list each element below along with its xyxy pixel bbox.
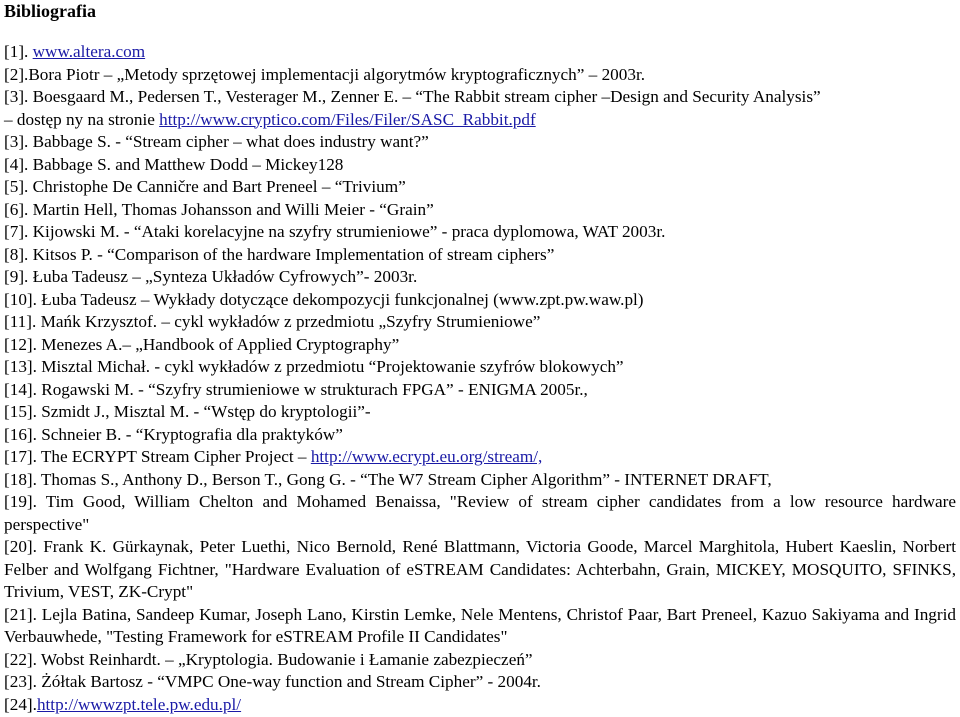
reference-text: [3]. Boesgaard M., Pedersen T., Vesterager M., Zenner E. – “The Rabbit stream cipher –Design and Security Analysis” xyxy=(4,87,821,106)
reference-item xyxy=(4,131,956,154)
reference-item xyxy=(4,41,956,64)
reference-text: – dostęp ny na stronie xyxy=(4,109,160,129)
reference-link[interactable]: http://www.ecrypt.eu.org/stream/, xyxy=(310,447,543,466)
reference-text: [22]. Wobst Reinhardt. – „Kryptologia. Budowanie i Łamanie zabezpieczeń” xyxy=(4,649,533,669)
reference-text: [7]. Kijowski M. - “Ataki korelacyjne na szyfry strumieniowe” - praca dyplomowa, WAT 2003r. xyxy=(4,222,666,241)
page-title: Bibliografia xyxy=(4,1,97,21)
reference-link[interactable]: http://wwwzpt.tele.pw.edu.pl/ xyxy=(36,694,242,714)
reference-item xyxy=(4,64,956,87)
reference-item xyxy=(4,244,956,267)
reference-item xyxy=(4,424,956,447)
reference-text: [8]. Kitsos P. - “Comparison of the hardware Implementation of stream ciphers” xyxy=(4,244,555,264)
reference-item xyxy=(4,536,956,604)
reference-text: [5]. Christophe De Canničre and Bart Preneel – “Trivium” xyxy=(4,177,406,196)
reference-item xyxy=(4,109,956,132)
reference-text: [14]. Rogawski M. - “Szyfry strumieniowe w strukturach FPGA” - ENIGMA 2005r., xyxy=(4,379,588,399)
reference-text: [18]. Thomas S., Anthony D., Berson T., Gong G. - “The W7 Stream Cipher Algorithm” - INTERNET DRAFT, xyxy=(4,469,772,489)
reference-text: [4]. Babbage S. and Matthew Dodd – Mickey128 xyxy=(4,154,344,174)
reference-text: [2].Bora Piotr – „Metody sprzętowej implementacji algorytmów kryptograficznych” – 2003r. xyxy=(4,64,646,84)
reference-item xyxy=(4,379,956,402)
reference-item xyxy=(4,604,956,649)
reference-item xyxy=(4,356,956,379)
reference-item xyxy=(4,154,956,177)
reference-text: [3]. Babbage S. - “Stream cipher – what does industry want?” xyxy=(4,132,429,151)
reference-list xyxy=(4,41,956,716)
reference-item xyxy=(4,289,956,312)
reference-item xyxy=(4,266,956,289)
reference-item xyxy=(4,221,956,244)
reference-text: [20]. Frank K. Gürkaynak, Peter Luethi, Nico Bernold, René Blattmann, Victoria Goode, Marcel Marghitola, Hubert Kaeslin, Norbert Felber and Wolfgang Fichtner, "Hardware Evaluation of eSTREAM Candidates: Achterbahn, Grain, MICKEY, MOSQUITO, SFINKS, Trivium, VEST, ZK-Crypt" xyxy=(4,537,956,601)
reference-text: [16]. Schneier B. - “Kryptografia dla praktyków” xyxy=(4,424,343,444)
reference-item xyxy=(4,334,956,357)
reference-item xyxy=(4,311,956,334)
reference-text: [6]. Martin Hell, Thomas Johansson and Willi Meier - “Grain” xyxy=(4,199,434,219)
reference-text: [17]. The ECRYPT Stream Cipher Project – xyxy=(4,447,311,466)
reference-text: [21]. Lejla Batina, Sandeep Kumar, Joseph Lano, Kirstin Lemke, Nele Mentens, Christof Paar, Bart Preneel, Kazuo Sakiyama and Ingrid Verbauwhede, "Testing Framework for eSTREAM Profile II Candidates" xyxy=(4,604,956,646)
reference-item xyxy=(4,446,956,469)
reference-text: [11]. Mańk Krzysztof. – cykl wykładów z przedmiotu „Szyfry Strumieniowe” xyxy=(4,312,541,331)
reference-item xyxy=(4,86,956,109)
reference-text: [12]. Menezes A.– „Handbook of Applied Cryptography” xyxy=(4,334,400,354)
reference-text: [9]. Łuba Tadeusz – „Synteza Układów Cyfrowych”- 2003r. xyxy=(4,267,418,286)
reference-link[interactable]: http://www.cryptico.com/Files/Filer/SASC_Rabbit.pdf xyxy=(159,109,536,129)
reference-item xyxy=(4,491,956,536)
reference-text: [10]. Łuba Tadeusz – Wykłady dotyczące dekompozycji funkcjonalnej (www.zpt.pw.waw.pl) xyxy=(4,289,644,309)
reference-item xyxy=(4,694,956,717)
reference-item xyxy=(4,199,956,222)
reference-text: [19]. Tim Good, William Chelton and Mohamed Benaissa, "Review of stream cipher candidates from a low resource hardware perspective" xyxy=(4,492,956,534)
reference-text: [1]. xyxy=(4,42,33,61)
reference-item xyxy=(4,671,956,694)
reference-item xyxy=(4,401,956,424)
reference-text: [13]. Misztal Michał. - cykl wykładów z przedmiotu “Projektowanie szyfrów blokowych” xyxy=(4,357,624,376)
reference-item xyxy=(4,176,956,199)
reference-item xyxy=(4,649,956,672)
reference-link[interactable]: www.altera.com xyxy=(32,42,146,61)
reference-text: [23]. Żółtak Bartosz - “VMPC One-way function and Stream Cipher” - 2004r. xyxy=(4,672,541,691)
reference-item xyxy=(4,469,956,492)
reference-text: [24]. xyxy=(4,694,37,714)
reference-text: [15]. Szmidt J., Misztal M. - “Wstęp do kryptologii”- xyxy=(4,402,371,421)
